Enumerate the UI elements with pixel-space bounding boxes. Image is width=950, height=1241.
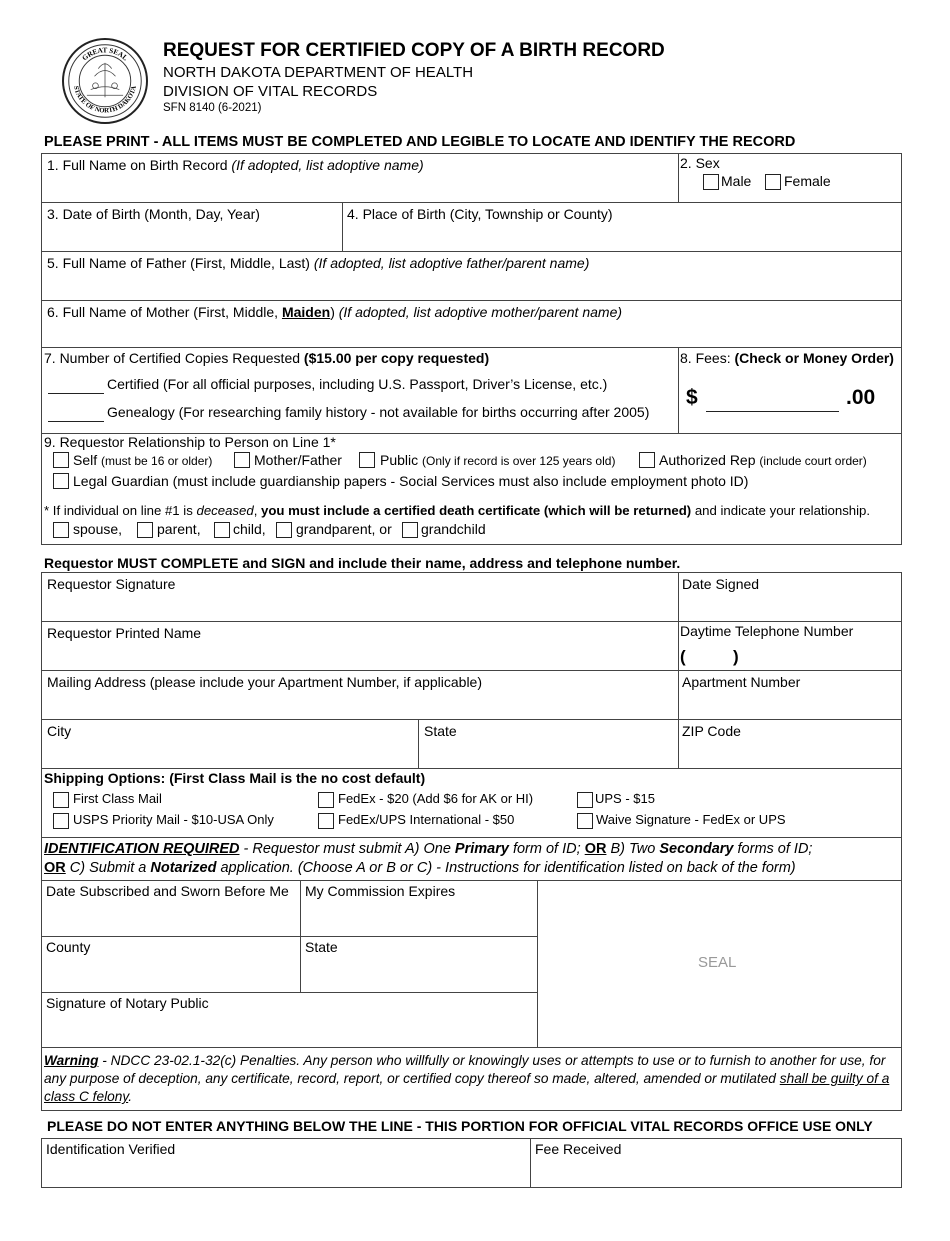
self-note: (must be 16 or older): [101, 454, 213, 468]
fees-amount-input[interactable]: [706, 411, 839, 412]
public-text: Public: [380, 452, 419, 468]
full-name-label: 1. Full Name on Birth Record: [47, 157, 228, 173]
requestor-heading: Requestor MUST COMPLETE and SIGN and include their name, address and telephone number.: [44, 555, 681, 571]
legal-guardian-label: Legal Guardian (must include guardianship papers - Social Services must also include employment photo ID): [73, 473, 749, 489]
warning-end: .: [128, 1089, 132, 1104]
fees-label: 8. Fees:: [680, 350, 731, 366]
ups-label: UPS - $15: [595, 791, 655, 806]
identification-heading: IDENTIFICATION REQUIRED: [44, 841, 240, 857]
public-checkbox[interactable]: [359, 452, 375, 468]
id-notarized: Notarized: [150, 860, 217, 876]
fee-received-field: Fee Received: [535, 1141, 622, 1157]
state-field[interactable]: State: [424, 723, 457, 739]
identification-verified-field: Identification Verified: [46, 1141, 176, 1157]
deceased-bold: you must include a certified death certificate (which will be returned): [261, 503, 692, 518]
printed-name-field[interactable]: Requestor Printed Name: [47, 625, 202, 641]
father-name-label: 5. Full Name of Father (First, Middle, Last): [47, 255, 310, 271]
mother-name-label: 6. Full Name of Mother (First, Middle,: [47, 304, 282, 320]
warning-body: - NDCC 23-02.1-32(c) Penalties. Any person who willfully or knowingly uses or attempts to use or to furnish to another for use, for any purpose of deception, any certificate, record, report, or certified copy thereof so made, altered, amended or mutilated: [44, 1053, 886, 1086]
requestor-signature-field[interactable]: Requestor Signature: [47, 576, 176, 592]
id-t3: B) Two: [606, 841, 660, 857]
notary-county-field[interactable]: County: [46, 939, 91, 955]
first-class-label: First Class Mail: [73, 791, 162, 806]
shipping-heading: Shipping Options: (First Class Mail is the no cost default): [44, 770, 426, 786]
self-text: Self: [73, 452, 98, 468]
phone-paren-close: ): [733, 647, 739, 666]
public-note: (Only if record is over 125 years old): [422, 454, 616, 468]
date-sworn-field[interactable]: Date Subscribed and Sworn Before Me: [46, 883, 289, 899]
mother-father-checkbox[interactable]: [234, 452, 250, 468]
international-label: FedEx/UPS International - $50: [338, 812, 515, 827]
phone-paren-open: (: [680, 647, 686, 666]
sex-male-checkbox[interactable]: [703, 174, 719, 190]
deceased-b: ,: [253, 503, 262, 518]
mother-name-field[interactable]: [47, 304, 622, 320]
child-checkbox[interactable]: [214, 522, 230, 538]
ups-checkbox[interactable]: [577, 792, 593, 808]
notary-state-field[interactable]: State: [305, 939, 338, 955]
place-of-birth-field[interactable]: 4. Place of Birth (City, Township or County): [347, 206, 613, 222]
waive-signature-checkbox[interactable]: [577, 813, 593, 829]
sex-label: 2. Sex: [680, 155, 720, 171]
grandparent-checkbox[interactable]: [276, 522, 292, 538]
authorized-rep-label: [659, 452, 867, 468]
deceased-a: * If individual on line #1 is: [44, 503, 197, 518]
mother-label-close: ): [330, 304, 335, 320]
authorized-note: (include court order): [759, 454, 867, 468]
date-of-birth-field[interactable]: 3. Date of Birth (Month, Day, Year): [47, 206, 260, 222]
copies-label: 7. Number of Certified Copies Requested: [44, 350, 301, 366]
warning-felony: shall be guilty of a class C felony: [44, 1071, 890, 1104]
parent-label: parent,: [157, 521, 201, 537]
mother-father-label: Mother/Father: [254, 452, 342, 468]
mother-name-note: (If adopted, list adoptive mother/parent name): [338, 304, 623, 320]
relationship-label: 9. Requestor Relationship to Person on Line 1*: [44, 434, 336, 450]
mailing-address-field[interactable]: Mailing Address (please include your Apartment Number, if applicable): [47, 674, 483, 690]
deceased-instructions: [44, 503, 870, 518]
warning-text: [44, 1052, 900, 1106]
state-seal: [62, 38, 148, 124]
copies-price: ($15.00 per copy requested): [303, 350, 490, 366]
copies-heading: [44, 350, 489, 366]
fees-cents: .00: [846, 386, 876, 409]
grandchild-label: grandchild: [421, 521, 486, 537]
id-t1: - Requestor must submit A) One: [239, 841, 455, 857]
genealogy-copies-input[interactable]: [48, 421, 104, 422]
office-use-heading: PLEASE DO NOT ENTER ANYTHING BELOW THE LINE - THIS PORTION FOR OFFICIAL VITAL RECORDS OFFICE USE ONLY: [47, 1118, 873, 1134]
commission-expires-field[interactable]: My Commission Expires: [305, 883, 456, 899]
first-class-checkbox[interactable]: [53, 792, 69, 808]
full-name-field[interactable]: [47, 157, 424, 173]
notary-signature-field[interactable]: Signature of Notary Public: [46, 995, 209, 1011]
form-number: SFN 8140 (6-2021): [163, 102, 262, 114]
spouse-label: spouse,: [73, 521, 123, 537]
id-or2: OR: [44, 860, 66, 876]
fees-heading: [680, 350, 894, 366]
legal-guardian-checkbox[interactable]: [53, 473, 69, 489]
id-secondary: Secondary: [659, 841, 734, 857]
id-t6: application. (Choose A or B or C) - Instructions for identification listed on back of the form): [216, 860, 796, 876]
city-field[interactable]: City: [47, 723, 72, 739]
self-checkbox[interactable]: [53, 452, 69, 468]
id-primary: Primary: [454, 841, 509, 857]
seal-bottom-text: STATE OF NORTH DAKOTA: [71, 85, 139, 115]
fedex-checkbox[interactable]: [318, 792, 334, 808]
warning-label: Warning: [44, 1053, 99, 1068]
identification-required-text: [44, 840, 900, 878]
form-title: REQUEST FOR CERTIFIED COPY OF A BIRTH RECORD: [163, 40, 665, 61]
fees-dollar-sign: $: [686, 386, 698, 409]
fedex-label: FedEx - $20 (Add $6 for AK or HI): [338, 791, 534, 806]
apartment-field[interactable]: Apartment Number: [682, 674, 801, 690]
division-name: DIVISION OF VITAL RECORDS: [163, 83, 378, 100]
certified-copies-input[interactable]: [48, 393, 104, 394]
full-name-note: (If adopted, list adoptive name): [231, 157, 424, 173]
deceased-word: deceased: [196, 503, 254, 518]
id-or1: OR: [584, 841, 607, 857]
phone-field[interactable]: Daytime Telephone Number: [680, 623, 854, 639]
seal-area-label: SEAL: [698, 954, 737, 971]
department-name: NORTH DAKOTA DEPARTMENT OF HEALTH: [163, 64, 474, 81]
grandparent-label: grandparent, or: [296, 521, 392, 537]
usps-priority-label: USPS Priority Mail - $10-USA Only: [73, 812, 274, 827]
sex-female-checkbox[interactable]: [765, 174, 781, 190]
zip-field[interactable]: ZIP Code: [682, 723, 741, 739]
id-t4: forms of ID;: [733, 841, 813, 857]
international-checkbox[interactable]: [318, 813, 334, 829]
public-label: [380, 452, 615, 468]
genealogy-copies-label: Genealogy (For researching family history - not available for births occurring after 2005): [107, 404, 650, 420]
sex-female-label: Female: [784, 173, 831, 189]
mother-maiden-label: Maiden: [281, 304, 331, 320]
father-name-note: (If adopted, list adoptive father/parent name): [313, 255, 590, 271]
usps-priority-checkbox[interactable]: [53, 813, 69, 829]
grandchild-checkbox[interactable]: [402, 522, 418, 538]
certified-copies-label: Certified (For all official purposes, including U.S. Passport, Driver’s License, etc.): [107, 376, 608, 392]
id-t2: form of ID;: [508, 841, 585, 857]
id-t5: C) Submit a: [65, 860, 151, 876]
spouse-checkbox[interactable]: [53, 522, 69, 538]
fees-method: (Check or Money Order): [734, 350, 894, 366]
seal-top-text: GREAT SEAL: [80, 46, 130, 63]
self-label: [73, 452, 212, 468]
date-signed-field[interactable]: Date Signed: [682, 576, 760, 592]
waive-signature-label: Waive Signature - FedEx or UPS: [596, 812, 786, 827]
parent-checkbox[interactable]: [137, 522, 153, 538]
authorized-rep-checkbox[interactable]: [639, 452, 655, 468]
print-instructions: PLEASE PRINT - ALL ITEMS MUST BE COMPLETED AND LEGIBLE TO LOCATE AND IDENTIFY THE RECORD: [44, 134, 796, 150]
sex-male-label: Male: [721, 173, 752, 189]
authorized-text: Authorized Rep: [659, 452, 756, 468]
deceased-c: and indicate your relationship.: [691, 503, 871, 518]
father-name-field[interactable]: [47, 255, 589, 271]
child-label: child,: [233, 521, 266, 537]
